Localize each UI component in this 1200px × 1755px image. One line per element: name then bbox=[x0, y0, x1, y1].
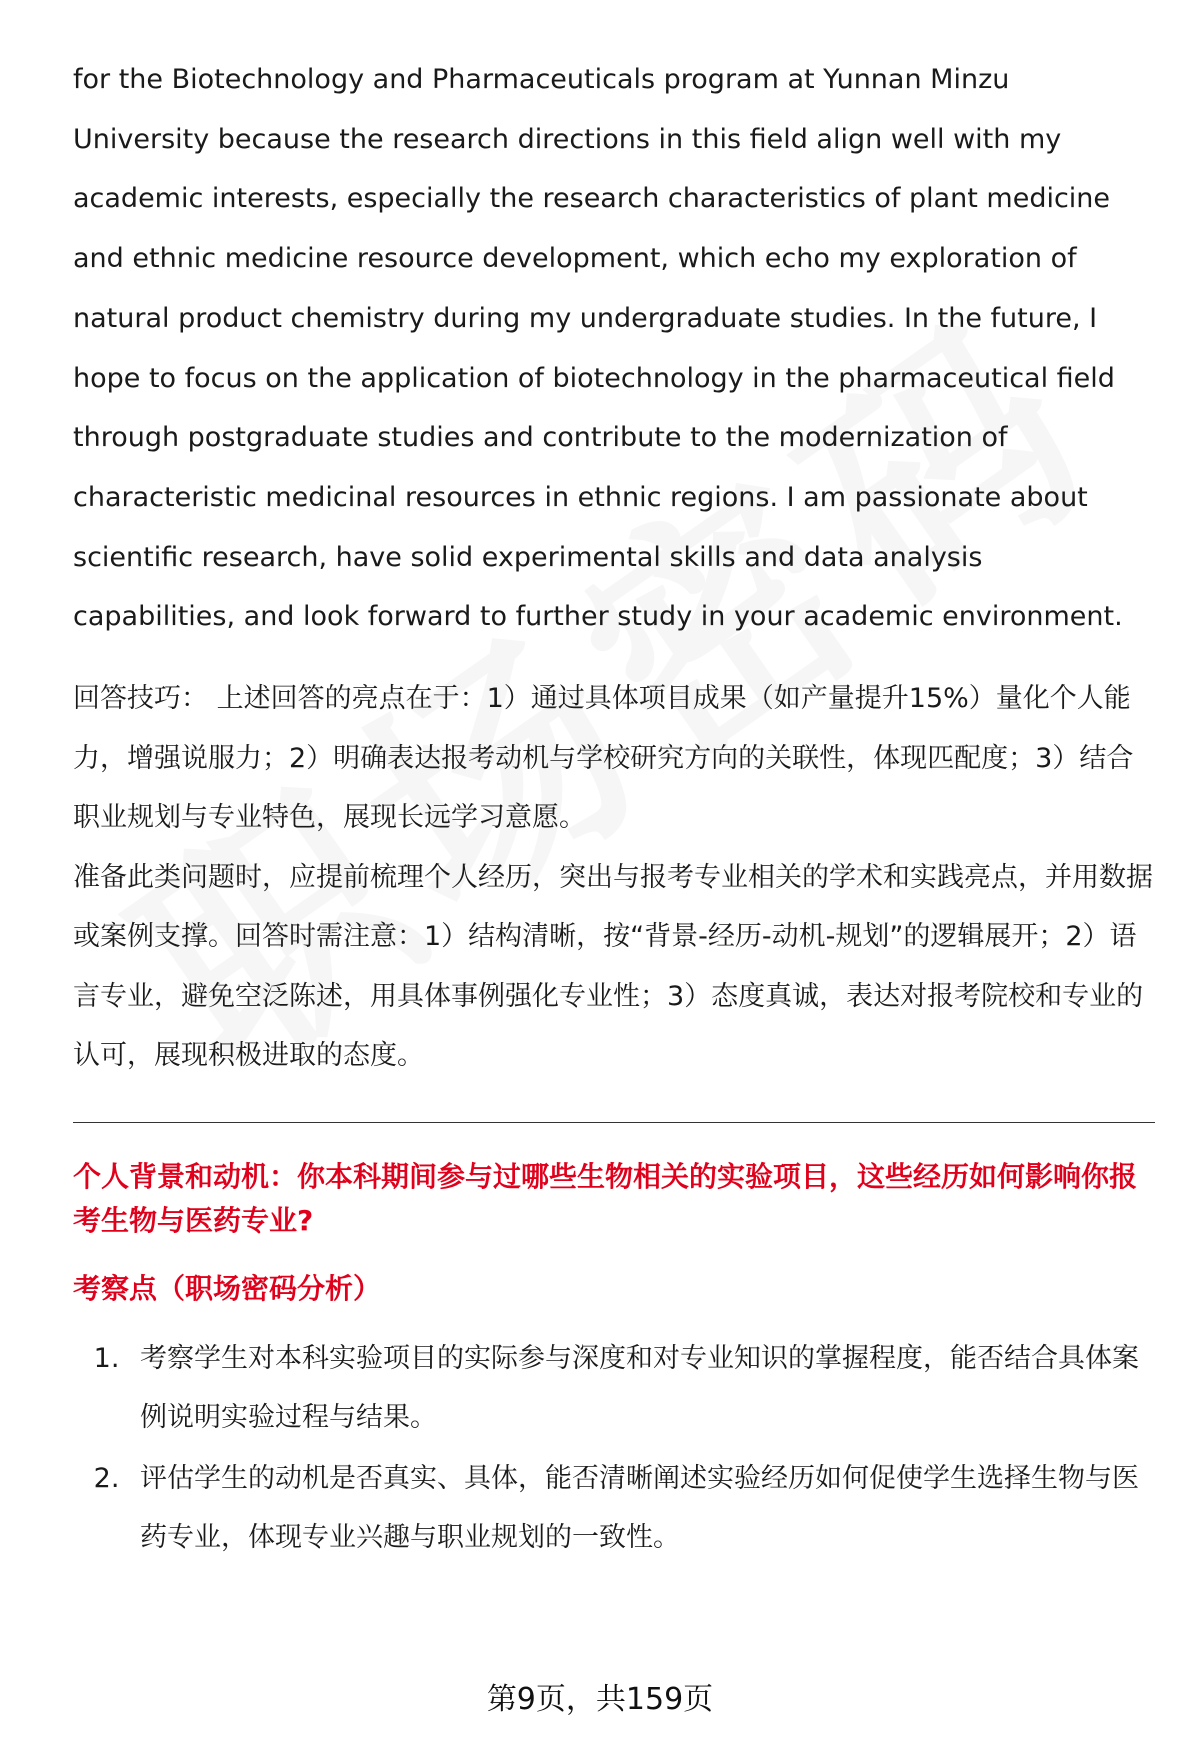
focus-heading: 考察点（职场密码分析） bbox=[73, 1271, 382, 1305]
answer-tips bbox=[73, 669, 1153, 1086]
page-number: 第9页，共159页 bbox=[486, 1682, 714, 1717]
tips-paragraph-2: 准备此类问题时，应提前梳理个人经历，突出与报考专业相关的学术和实践亮点，并用数据或案例支撑。回答时需注意：1）结构清晰，按“背景-经历-动机-规划”的逻辑展开；2）语言专业，避免空泛陈述，用具体事例强化专业性；3）态度真诚，表达对报考院校和专业的认可，展现积极进取的态度。 bbox=[73, 861, 1153, 1072]
focus-points-list bbox=[73, 1329, 1153, 1567]
list-item: 2. 评估学生的动机是否真实、具体，能否清晰阐述实验经历如何促使学生选择生物与医药专业，体现专业兴趣与职业规划的一致性。 bbox=[128, 1449, 1153, 1567]
list-item: 1. 考察学生对本科实验项目的实际参与深度和对专业知识的掌握程度，能否结合具体案例说明实验过程与结果。 bbox=[128, 1329, 1153, 1447]
answer-paragraph: for the Biotechnology and Pharmaceuticals program at Yunnan Minzu University because the research directions in this field align well with my academic interests, especially the research characteristics of plant medicine and ethnic medicine resource development, which echo my exploration of natural product chemistry during my undergraduate studies. In the future, I hope to focus on the application of biotechnology in the pharmaceutical field through postgraduate studies and contribute to the modernization of characteristic medicinal resources in ethnic regions. I am passionate about scientific research, have solid experimental skills and data analysis capabilities, and look forward to further study in your academic environment. bbox=[73, 64, 1123, 633]
page-content bbox=[73, 50, 1153, 1569]
question-title: 个人背景和动机：你本科期间参与过哪些生物相关的实验项目，这些经历如何影响你报考生物与医药专业? bbox=[73, 1159, 1138, 1237]
section-divider bbox=[73, 1122, 1155, 1123]
tips-paragraph-1: 回答技巧： 上述回答的亮点在于：1）通过具体项目成果（如产量提升15%）量化个人能力，增强说服力；2）明确表达报考动机与学校研究方向的关联性，体现匹配度；3）结合职业规划与专业特色，展现长远学习意愿。 bbox=[73, 683, 1134, 834]
